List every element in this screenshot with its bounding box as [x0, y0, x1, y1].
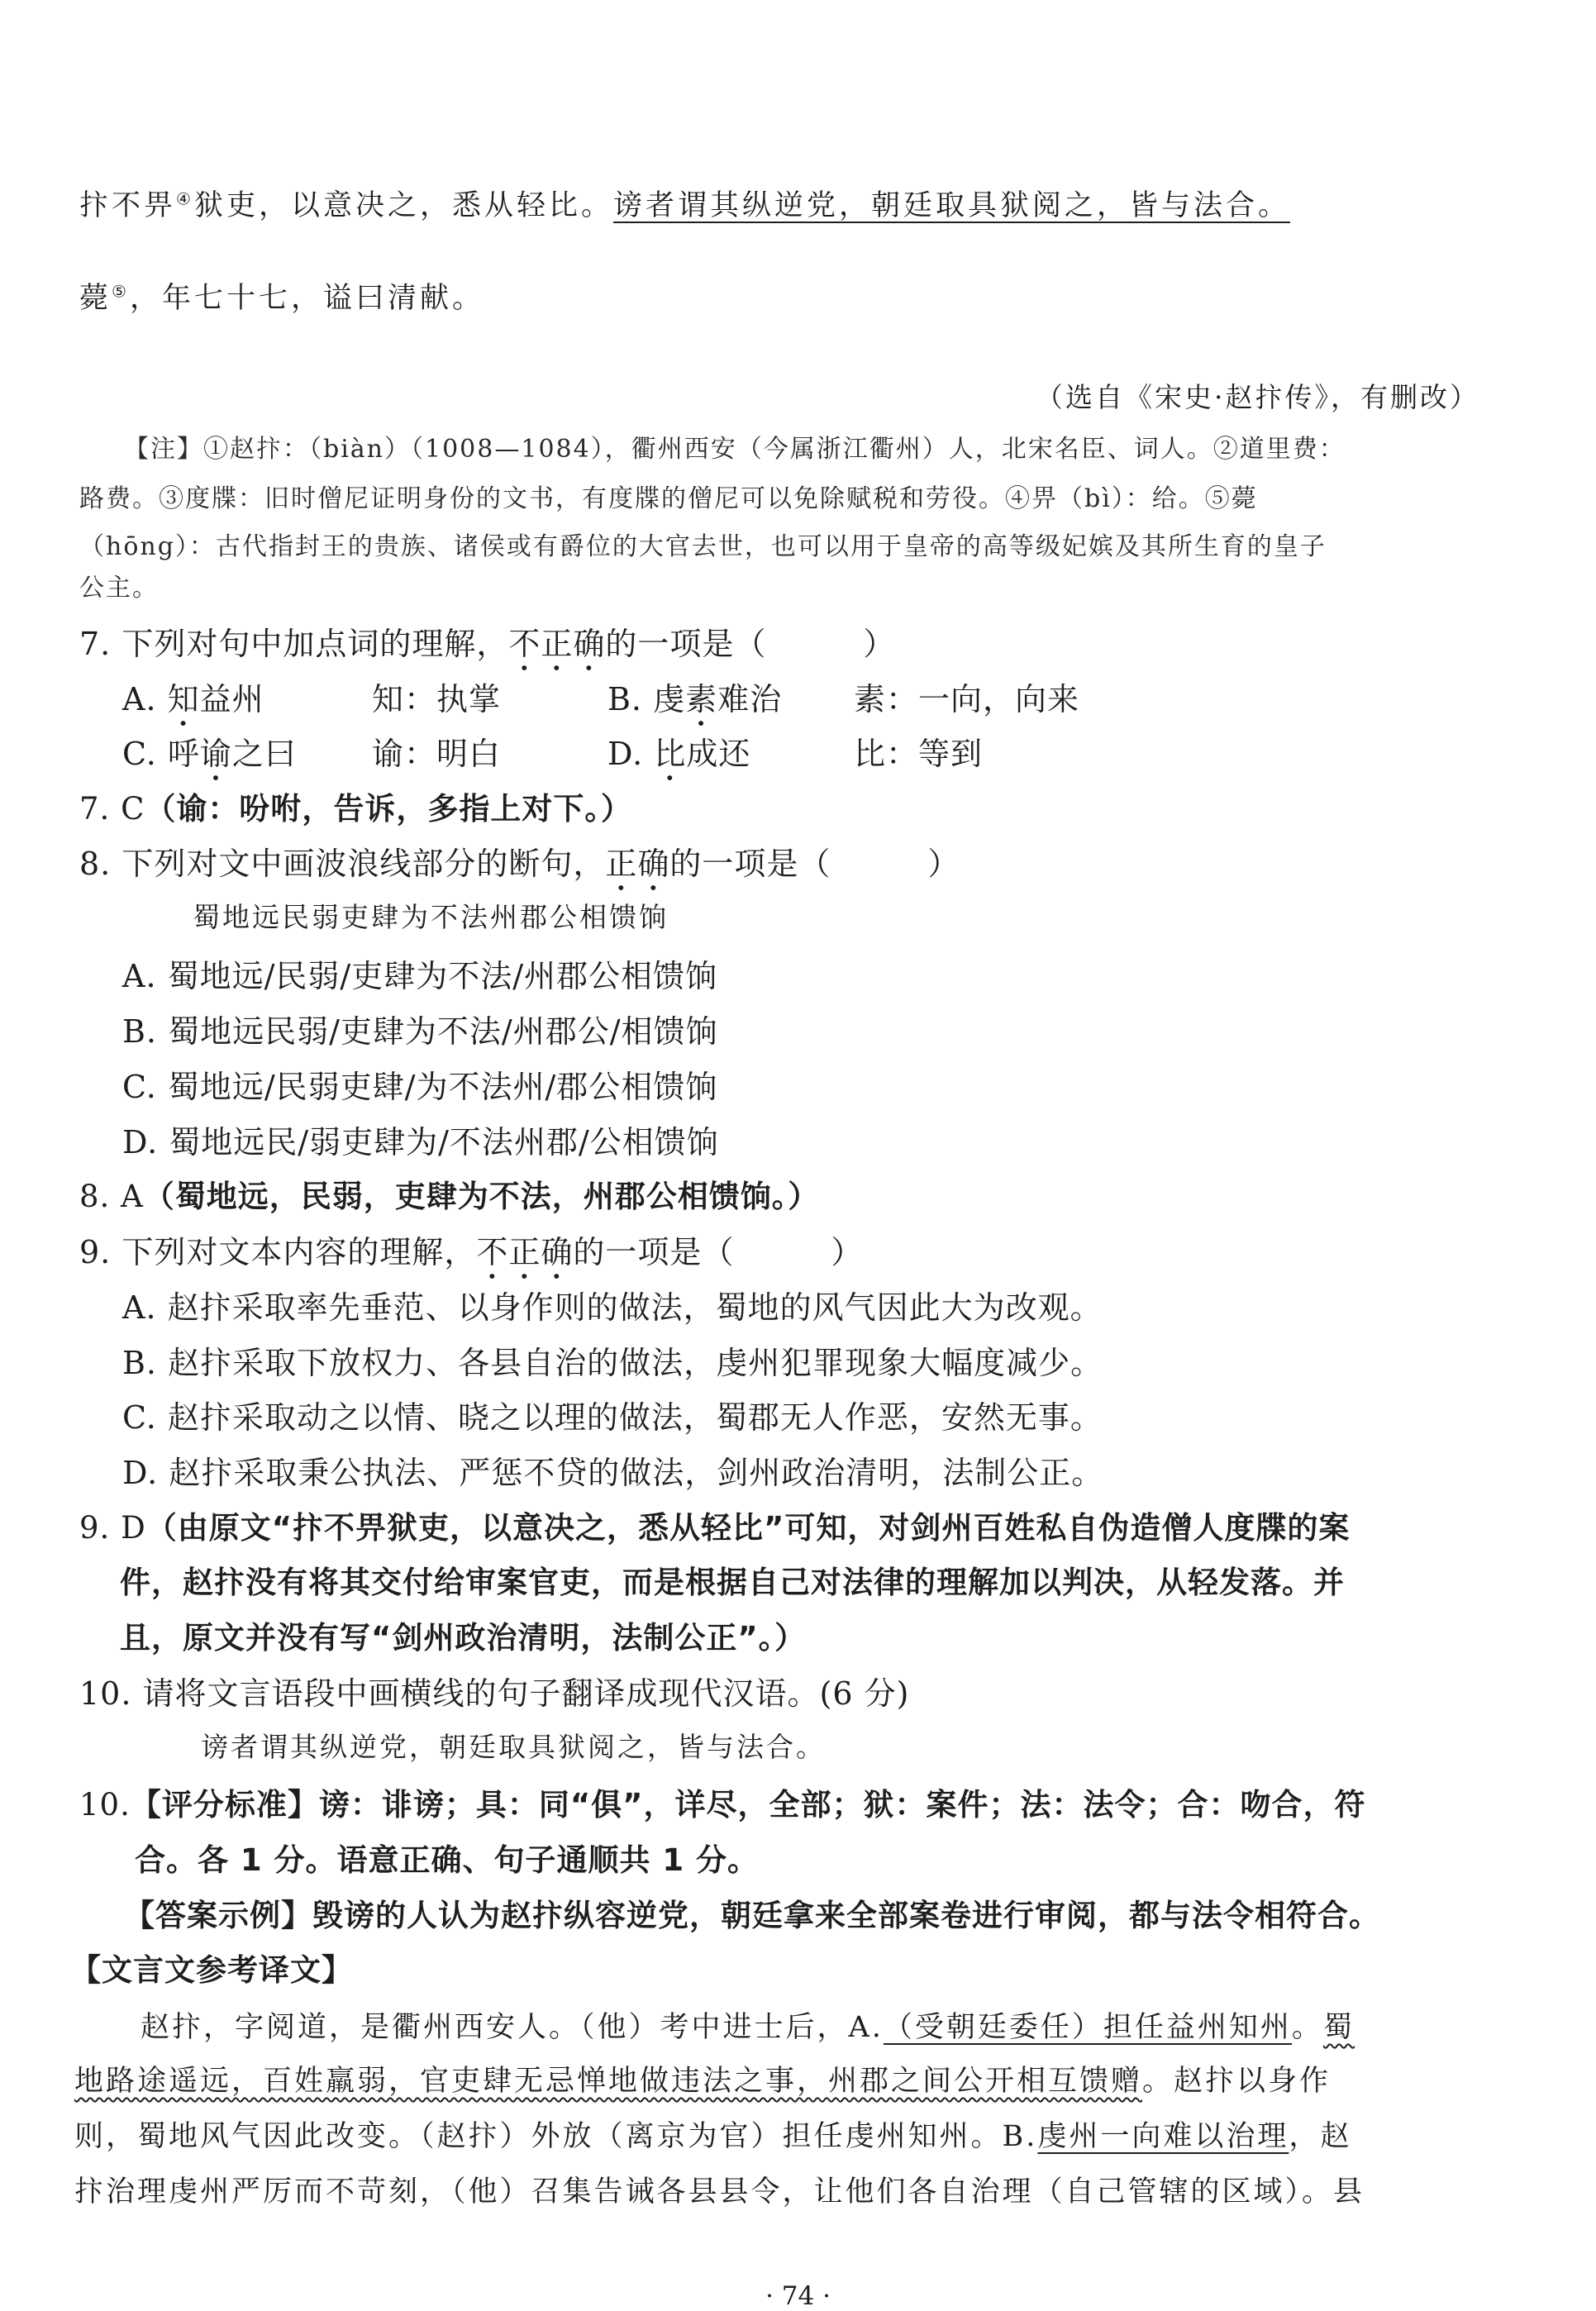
dotted-char: 确: [541, 1234, 574, 1270]
note-line: 【注】①赵抃：（biàn）（1008—1084），衢州西安（今属浙江衢州）人，北宋名臣、词人。②道里费：: [124, 435, 1346, 464]
question-9: 9. 下列对文本内容的理解，不正确的一项是（ ）: [79, 1234, 864, 1270]
q7-option-a-gloss: 知：执掌: [372, 681, 502, 717]
passage-text: 薨: [79, 282, 112, 315]
wavy-underlined-text: 蜀: [1322, 2011, 1355, 2044]
q7-option-d-gloss: 比：等到: [854, 736, 984, 772]
passage-text: ，年七十七，谥曰清献。: [129, 282, 484, 315]
answer-8: 8. A（蜀地远，民弱，吏肆为不法，州郡公相馈饷。）: [79, 1179, 820, 1214]
translation-line-4: 抃治理虔州严厉而不苛刻，（他）召集告诫各县县令，让他们各自治理（自己管辖的区域）。县: [74, 2175, 1365, 2209]
answer-10-line: 合。各 1 分。语意正确、句子通顺共 1 分。: [135, 1842, 760, 1878]
answer-10-example: 【答案示例】毁谤的人认为赵抃纵容逆党，朝廷拿来全部案卷进行审阅，都与法令相符合。: [124, 1898, 1380, 1933]
underlined-text: 虔州一向难以治理: [1037, 2120, 1289, 2153]
dotted-char: 比: [654, 736, 687, 772]
dotted-char: 确: [573, 626, 606, 662]
underlined-text: （受朝廷委任）担任益州知州: [883, 2011, 1292, 2044]
note-marker: ⑤: [112, 281, 130, 302]
passage-text: 抃不畀: [79, 189, 177, 222]
q8-option: B. 蜀地远民弱/吏肆为不法/州郡公/相馈饷: [122, 1013, 718, 1050]
q8-option: D. 蜀地远民/弱吏肆为/不法州郡/公相馈饷: [122, 1124, 719, 1160]
page-number: · 74 ·: [765, 2281, 831, 2311]
note-line: 路费。③度牒：旧时僧尼证明身份的文书，有度牒的僧尼可以免除赋税和劳役。④畀（bì）：给。⑤薨: [79, 484, 1258, 513]
q8-option: C. 蜀地远/民弱吏肆/为不法州/郡公相馈饷: [122, 1069, 718, 1105]
passage-line-2: [79, 281, 484, 316]
passage-source: （选自《宋史·赵抃传》，有删改）: [1036, 381, 1479, 413]
translation-line-1: 赵抃，字阅道，是衢州西安人。（他）考中进士后，A.（受朝廷委任）担任益州知州。蜀: [141, 2011, 1355, 2044]
question-7: 7. 下列对句中加点词的理解，不正确的一项是（ ）: [79, 626, 896, 662]
question-10: 10. 请将文言语段中画横线的句子翻译成现代汉语。(6 分): [79, 1675, 910, 1712]
answer-9: 9. D（由原文“抃不畀狱吏，以意决之，悉从轻比”可知，对剑州百姓私自伪造僧人度牒的案: [79, 1510, 1351, 1546]
wavy-underlined-text: 地路途遥远，百姓羸弱，官吏肆无忌惮地做违法之事，州郡之间公开相互馈赠: [74, 2065, 1143, 2098]
q7-option-c: C. 呼谕之曰: [122, 736, 297, 772]
note-line: （hōng）：古代指封王的贵族、诸侯或有爵位的大官去世，也可以用于皇帝的高等级妃嫔及其所生育的皇子: [79, 532, 1327, 561]
note-marker: ④: [176, 188, 194, 209]
dotted-char: 不: [476, 1234, 509, 1270]
answer-10: 10.【评分标准】谤：诽谤；具：同“俱”，详尽，全部；狱：案件；法：法令；合：吻合，符: [79, 1787, 1366, 1823]
answer-7: 7. C（谕：吩咐，告诉，多指上对下。）: [79, 791, 632, 827]
q9-option: D. 赵抃采取秉公执法、严惩不贷的做法，剑州政治清明，法制公正。: [122, 1455, 1104, 1491]
answer-9-line: 且，原文并没有写“剑州政治清明，法制公正”。）: [120, 1620, 807, 1656]
dotted-char: 素: [685, 681, 718, 717]
dotted-char: 谕: [199, 736, 232, 772]
q7-option-b-gloss: 素：一向，向来: [854, 681, 1080, 717]
translation-heading: 【文言文参考译文】: [70, 1952, 353, 1988]
passage-line-1: [79, 188, 1290, 223]
dotted-char: 正: [541, 626, 574, 662]
answer-9-line: 件，赵抃没有将其交付给审案官吏，而是根据自己对法律的理解加以判决，从轻发落。并: [120, 1565, 1345, 1600]
dotted-char: 正: [605, 846, 638, 882]
q7-option-b: B. 虔素难治: [607, 681, 783, 717]
q10-quoted-sentence: 谤者谓其纵逆党，朝廷取具狱阅之，皆与法合。: [201, 1731, 826, 1763]
q9-option: C. 赵抃采取动之以情、晓之以理的做法，蜀郡无人作恶，安然无事。: [122, 1399, 1103, 1436]
q8-quoted-sentence: 蜀地远民弱吏肆为不法州郡公相馈饷: [193, 901, 669, 933]
q8-option: A. 蜀地远/民弱/吏肆为不法/州郡公相馈饷: [122, 958, 718, 994]
dotted-char: 确: [637, 846, 670, 882]
note-line: 公主。: [79, 574, 159, 603]
q7-option-d: D. 比成还: [607, 736, 751, 772]
question-8: 8. 下列对文中画波浪线部分的断句，正确的一项是（ ）: [79, 846, 960, 882]
q9-option: B. 赵抃采取下放权力、各县自治的做法，虔州犯罪现象大幅度减少。: [122, 1345, 1103, 1381]
q9-option: A. 赵抃采取率先垂范、以身作则的做法，蜀地的风气因此大为改观。: [122, 1289, 1103, 1326]
translation-line-3: 则，蜀地风气因此改变。（赵抃）外放（离京为官）担任虔州知州。B.虔州一向难以治理，赵: [74, 2120, 1352, 2153]
underlined-sentence: 谤者谓其纵逆党，朝廷取具狱阅之，皆与法合。: [612, 189, 1290, 222]
q7-option-c-gloss: 谕：明白: [372, 736, 502, 772]
dotted-char: 不: [508, 626, 541, 662]
q7-option-a: A. 知益州: [122, 681, 264, 717]
passage-text: 狱吏，以意决之，悉从轻比。: [193, 189, 613, 222]
translation-line-2: 地路途遥远，百姓羸弱，官吏肆无忌惮地做违法之事，州郡之间公开相互馈赠。赵抃以身作: [74, 2065, 1332, 2098]
dotted-char: 正: [508, 1234, 541, 1270]
dotted-char: 知: [167, 681, 200, 717]
